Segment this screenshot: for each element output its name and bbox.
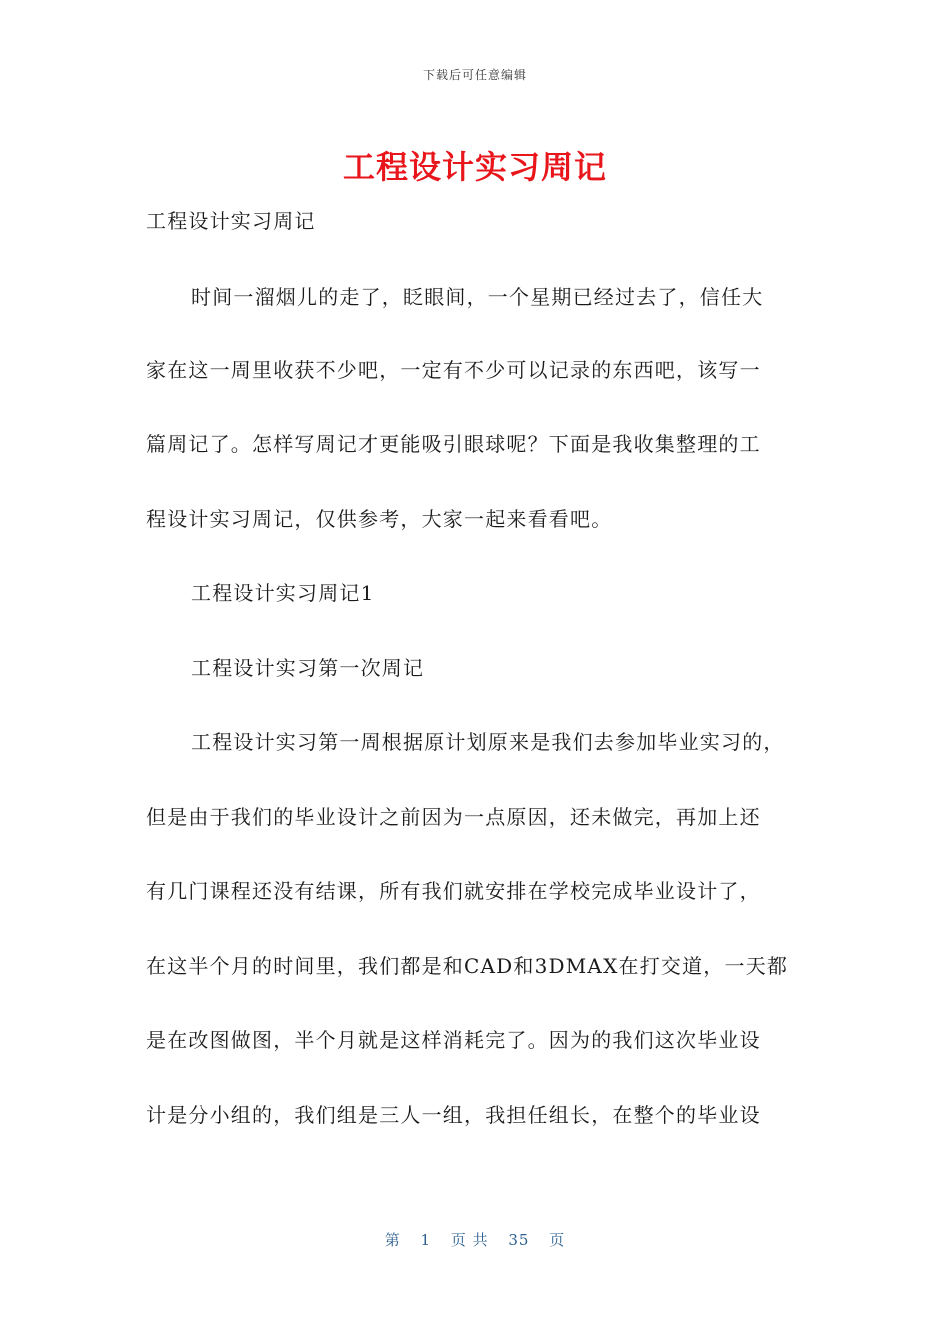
paragraph-line: 工程设计实习第一周根据原计划原来是我们去参加毕业实习的， [191,730,785,754]
header-note: 下载后可任意编辑 [422,68,527,82]
paragraph-line: 是在改图做图，半个月就是这样消耗完了。因为的我们这次毕业设 [146,1028,761,1052]
paragraph-line: 在这半个月的时间里，我们都是和CAD和3DMAX在打交道，一天都 [146,954,789,978]
document-title: 工程设计实习周记 [342,148,607,186]
footer-prefix: 第 [384,1231,401,1249]
page-footer [0,1229,950,1250]
footer-middle: 页 共 [450,1231,489,1249]
footer-total-pages: 35 [508,1231,530,1249]
subsection-heading: 工程设计实习周记1 [191,581,375,605]
paragraph-line: 时间一溜烟儿的走了，眨眼间，一个星期已经过去了，信任大 [191,285,764,309]
paragraph-line: 篇周记了。怎样写周记才更能吸引眼球呢？下面是我收集整理的工 [146,432,761,456]
footer-page-number: 1 [420,1231,432,1249]
paragraph-line: 有几门课程还没有结课，所有我们就安排在学校完成毕业设计了， [146,879,761,903]
paragraph-line: 但是由于我们的毕业设计之前因为一点原因，还未做完，再加上还 [146,805,761,829]
subsection-heading: 工程设计实习第一次周记 [191,656,425,680]
paragraph-line: 计是分小组的，我们组是三人一组，我担任组长，在整个的毕业设 [146,1103,761,1127]
paragraph-line: 家在这一周里收获不少吧，一定有不少可以记录的东西吧，该写一 [146,358,761,382]
footer-suffix: 页 [549,1231,566,1249]
paragraph-line: 程设计实习周记，仅供参考，大家一起来看看吧。 [146,507,613,531]
section-heading: 工程设计实习周记 [146,209,316,233]
